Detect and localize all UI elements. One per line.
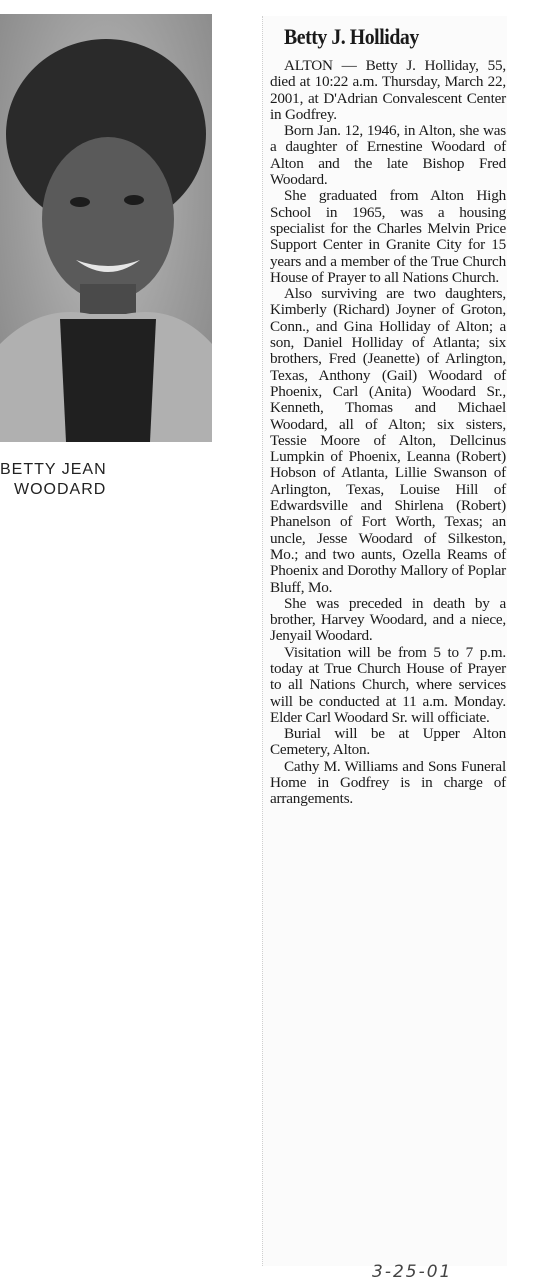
caption-line-1: BETTY JEAN bbox=[0, 461, 107, 478]
paragraph-visitation: Visitation will be from 5 to 7 p.m. today at True Church House of Prayer to all Nations Church, where services will be conducted at 11 a.m. Monday. Elder Carl Woodard Sr. will officiate. bbox=[270, 643, 506, 726]
paragraph-survivors: Also surviving are two daughters, Kimberly (Richard) Joyner of Groton, Conn., and Gina Holliday of Alton; a son, Daniel Holliday of Atlanta; six brothers, Fred (Jeanette) of Arlington, Texas, Anthony (Gail) Woodard of Phoenix, Carl (Anita) Woodard Sr., Kenneth, Thomas and Michael Woodard, all of Alton; six sisters, Tessie Moore of Alton, Dellcinus Lumpkin of Phoenix, Leanna (Robert) Hobson of Atlanta, Lillie Swanson of Arlington, Texas, Louise Hill of Edwardsville and Shirlena (Robert) Phanelson of Fort Worth, Texas; an uncle, Jesse Woodard of Silkeston, Mo.; and two aunts, Ozella Reams of Phoenix and Dorothy Mallory of Poplar Bluff, Mo. bbox=[270, 285, 506, 596]
portrait-icon bbox=[0, 14, 212, 442]
paragraph-death: ALTON — Betty J. Holliday, 55, died at 10:22 a.m. Thursday, March 22, 2001, at D'Adrian Convalescent Center in Godfrey. bbox=[270, 57, 506, 123]
obituary-article bbox=[270, 24, 506, 808]
paragraph-career: She graduated from Alton High School in 1965, was a housing specialist for the Charles Melvin Price Support Center in Granite City for 15 years and a member of the True Church House of Prayer to all Nations Church. bbox=[270, 187, 506, 286]
paragraph-birth: Born Jan. 12, 1946, in Alton, she was a daughter of Ernestine Woodard of Alton and the late Bishop Fred Woodard. bbox=[270, 122, 506, 189]
obituary-headline: Betty J. Holliday bbox=[284, 24, 419, 49]
portrait-photo bbox=[0, 14, 212, 442]
paragraph-funeral-home: Cathy M. Williams and Sons Funeral Home in Godfrey is in charge of arrangements. bbox=[270, 757, 506, 808]
paragraph-burial: Burial will be at Upper Alton Cemetery, Alton. bbox=[270, 725, 506, 759]
caption-line-2: WOODARD bbox=[14, 481, 107, 498]
paragraph-preceded: She was preceded in death by a brother, Harvey Woodard, and a niece, Jenyail Woodard. bbox=[270, 594, 506, 645]
photo-caption bbox=[0, 460, 200, 500]
handwritten-date: 3-25-01 bbox=[372, 1262, 453, 1282]
